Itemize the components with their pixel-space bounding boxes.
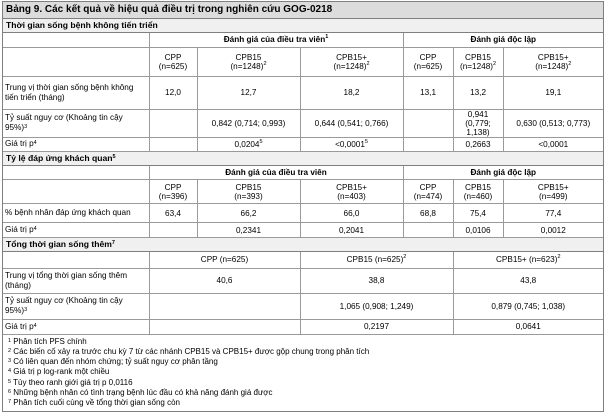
table-cell (149, 223, 197, 238)
footnote-item: $^1$ Phân tích PFS chính (8, 336, 87, 346)
table-cell (149, 319, 300, 334)
os-col-0: CPP (n=625) (149, 252, 300, 268)
table-row (3, 223, 603, 238)
orr-blank-subheader (3, 180, 149, 204)
os-blank-header (3, 252, 149, 268)
pfs-median-label: Trung vị thời gian sống bệnh không tiến triển (tháng) (3, 76, 149, 109)
orr-table (3, 166, 603, 239)
table-cell (403, 137, 453, 151)
pfs-investigator-text: Đánh giá của điều tra viên (223, 35, 326, 45)
footnote-item: $^6$ Những bệnh nhân có tình trạng bệnh lúc đầu có khả năng đánh giá được (8, 387, 273, 397)
pfs-col-2: CPB15+ (n=1248)$^2$ (300, 47, 403, 76)
table-row (3, 76, 603, 109)
table-cell: $<0,0001^5$ (300, 137, 403, 151)
table-cell: 66,2 (197, 204, 300, 223)
table-cell: <0,0001 (503, 137, 603, 151)
table-cell (149, 109, 197, 137)
pfs-investigator-header (149, 33, 403, 47)
pfs-section-heading (3, 19, 603, 33)
table-row (3, 268, 603, 293)
pfs-col-3: CPP (n=625) (403, 47, 453, 76)
os-median-label: Trung vị tổng thời gian sống thêm (tháng) (3, 268, 149, 293)
table-cell: 0,2041 (300, 223, 403, 238)
os-heading-text: Tổng thời gian sống thêm (6, 239, 112, 249)
table-row (3, 109, 603, 137)
footnote-item: $^5$ Tùy theo ranh giới giá trị p 0,0116 (8, 377, 133, 387)
table-row (3, 319, 603, 334)
table-cell: 63,4 (149, 204, 197, 223)
table-row (3, 293, 603, 319)
orr-investigator-header: Đánh giá của điều tra viên (149, 166, 403, 180)
table-cell: 38,8 (300, 268, 453, 293)
table-cell: 0,2341 (197, 223, 300, 238)
table-cell: 40,6 (149, 268, 300, 293)
results-table-document (2, 1, 604, 412)
os-p-label: Giá trị $p^4$ (3, 319, 149, 334)
pfs-col-4: CPB15 (n=1248)$^2$ (453, 47, 503, 76)
footnote-item: $^4$ Giá trị p log-rank một chiều (8, 367, 110, 377)
table-cell: 66,0 (300, 204, 403, 223)
orr-col-3: CPP (n=474) (403, 180, 453, 204)
os-col-2: CPB15+ (n=623)$^2$ (453, 252, 603, 268)
orr-p-label: Giá trị $p^4$ (3, 223, 149, 238)
table-cell: 68,8 (403, 204, 453, 223)
table-cell: 0,630 (0,513; 0,773) (503, 109, 603, 137)
orr-heading-text: Tỷ lệ đáp ứng khách quan (6, 152, 113, 163)
pfs-blank-header (3, 33, 149, 47)
orr-col-1: CPB15 (n=393) (197, 180, 300, 204)
table-row (3, 204, 603, 223)
table-cell: 75,4 (453, 204, 503, 223)
table-row (3, 137, 603, 151)
pfs-p-label: Giá trị $p^4$ (3, 137, 149, 151)
pfs-investigator-sup: 1 (325, 34, 329, 41)
table-cell: 19,1 (503, 76, 603, 109)
pfs-hr-label: Tỷ suất nguy cơ (Khoảng tin cậy 95%)$^3$ (3, 109, 149, 137)
table-cell: 0,644 (0,541; 0,766) (300, 109, 403, 137)
table-cell: 0,2663 (453, 137, 503, 151)
orr-pct-label: % bệnh nhân đáp ứng khách quan (3, 204, 149, 223)
table-cell: 0,0106 (453, 223, 503, 238)
table-cell: 0,0204$^5$ (197, 137, 300, 151)
table-cell: 12,0 (149, 76, 197, 109)
orr-blank-header (3, 166, 149, 180)
os-arm-header-row (3, 252, 603, 268)
footnote-item: $^2$ Các biến cố xảy ra trước chu kỳ 7 từ các nhánh CPB15 và CPB15+ được gộp chung trong phân tích (8, 346, 370, 356)
pfs-col-5: CPB15+ (n=1248)$^2$ (503, 47, 603, 76)
table-cell: 12,7 (197, 76, 300, 109)
pfs-col-1: CPB15 (n=1248)$^2$ (197, 47, 300, 76)
table-cell: 43,8 (453, 268, 603, 293)
footnote-item: $^7$ Phân tích cuối cùng về tổng thời gian sống còn (8, 398, 180, 408)
pfs-independent-header: Đánh giá độc lập (403, 33, 603, 47)
orr-col-4: CPB15 (n=460) (453, 180, 503, 204)
footnotes (3, 335, 603, 411)
table-title: Bảng 9. Các kết quả về hiệu quả điều trị trong nghiên cứu GOG-0218 (3, 2, 603, 19)
orr-arm-header-row (3, 180, 603, 204)
orr-col-2: CPB15+ (n=403) (300, 180, 403, 204)
pfs-heading-text: Thời gian sống bệnh không tiến triển (6, 20, 158, 30)
os-hr-label: Tỷ suất nguy cơ (Khoảng tin cậy 95%)$^3$ (3, 293, 149, 319)
pfs-blank-subheader (3, 47, 149, 76)
orr-col-5: CPB15+ (n=499) (503, 180, 603, 204)
table-cell: 0,2197 (300, 319, 453, 334)
table-cell (403, 223, 453, 238)
pfs-arm-header-row (3, 47, 603, 76)
table-cell (149, 293, 300, 319)
table-cell: 0,941 (0,779; 1,138) (453, 109, 503, 137)
table-cell: 0,879 (0,745; 1,038) (453, 293, 603, 319)
orr-independent-header: Đánh giá độc lập (403, 166, 603, 180)
table-cell: 1,065 (0,908; 1,249) (300, 293, 453, 319)
table-cell: 13,1 (403, 76, 453, 109)
table-cell: 0,842 (0,714; 0,993) (197, 109, 300, 137)
pfs-col-0: CPP (n=625) (149, 47, 197, 76)
footnote-item: $^3$ Có liên quan đến nhóm chứng; tỷ suất nguy cơ phân tầng (8, 357, 218, 367)
table-cell: 13,2 (453, 76, 503, 109)
os-section-heading: Tổng thời gian sống thêm$^7$ (3, 238, 603, 252)
os-table (3, 252, 603, 335)
table-cell: 77,4 (503, 204, 603, 223)
table-cell (403, 109, 453, 137)
pfs-table (3, 33, 603, 152)
orr-section-heading: Tỷ lệ đáp ứng khách quan$^5$ (3, 152, 603, 166)
table-cell: 0,0641 (453, 319, 603, 334)
os-col-1: CPB15 (n=625)$^2$ (300, 252, 453, 268)
table-cell: 0,0012 (503, 223, 603, 238)
table-cell (149, 137, 197, 151)
table-cell: 18,2 (300, 76, 403, 109)
orr-col-0: CPP (n=396) (149, 180, 197, 204)
